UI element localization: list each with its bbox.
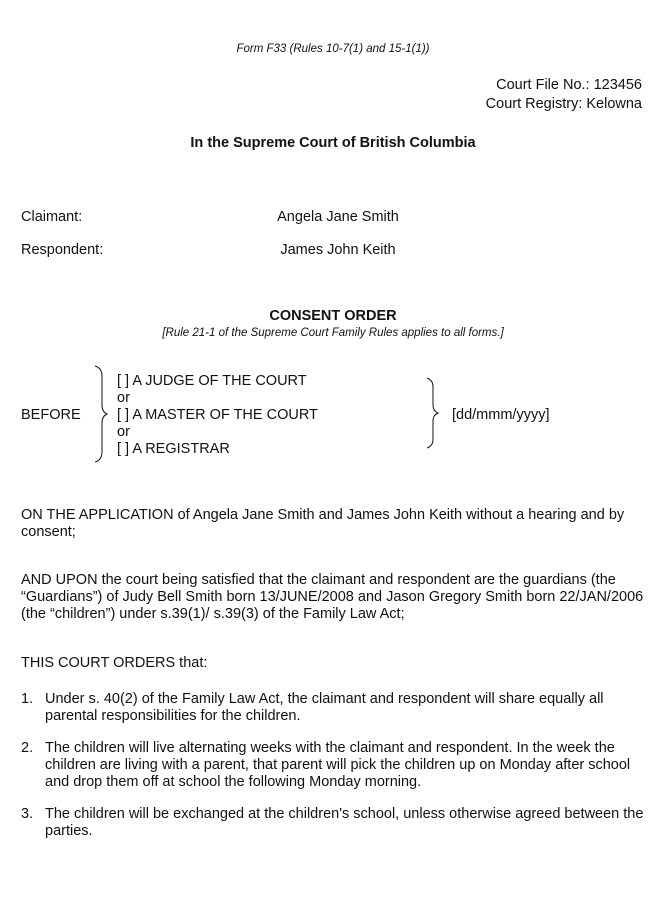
court-registry: Court Registry: Kelowna — [485, 96, 642, 112]
order-item-text: The children will be exchanged at the children's school, unless otherwise agreed between the parties. — [45, 806, 644, 839]
option-master[interactable]: [ ] A MASTER OF THE COURT — [117, 407, 318, 423]
court-file-block — [486, 76, 642, 114]
order-item-number: 2. — [21, 740, 34, 756]
order-date-field[interactable]: [dd/mmm/yyyy] — [452, 407, 550, 423]
court-file-number: Court File No.: 123456 — [496, 77, 642, 93]
order-item-number: 1. — [21, 691, 34, 707]
before-label: BEFORE — [21, 407, 81, 423]
option-registrar[interactable]: [ ] A REGISTRAR — [117, 441, 230, 457]
order-item — [21, 691, 647, 725]
claimant-label: Claimant: — [21, 209, 83, 225]
respondent-label: Respondent: — [21, 242, 104, 258]
order-item-number: 3. — [21, 806, 34, 822]
order-item — [21, 740, 647, 791]
form-reference: Form F33 (Rules 10-7(1) and 15-1(1)) — [236, 43, 430, 55]
orders-intro: THIS COURT ORDERS that: — [21, 655, 208, 671]
order-item-text: Under s. 40(2) of the Family Law Act, the claimant and respondent will share equally all parental responsibilities for the children. — [45, 691, 604, 724]
rule-note: [Rule 21-1 of the Supreme Court Family Rules applies to all forms.] — [162, 327, 504, 339]
or-separator: or — [117, 390, 130, 406]
order-title: CONSENT ORDER — [269, 308, 397, 324]
right-brace-icon — [426, 378, 442, 448]
application-paragraph: ON THE APPLICATION of Angela Jane Smith and James John Keith without a hearing and by consent; — [21, 507, 625, 540]
left-brace-icon — [92, 366, 108, 462]
order-item — [21, 806, 647, 840]
order-item-text: The children will live alternating weeks with the claimant and respondent. In the week the children are living with a parent, that parent will pick the children up on Monday after school and drop them off at school the following Monday morning. — [45, 740, 631, 790]
claimant-name: Angela Jane Smith — [277, 209, 399, 225]
option-judge[interactable]: [ ] A JUDGE OF THE COURT — [117, 373, 307, 389]
court-name-heading: In the Supreme Court of British Columbia — [190, 135, 476, 151]
upon-paragraph: AND UPON the court being satisfied that the claimant and respondent are the guardians (the “Guardians”) of Judy Bell Smith born 13/JUNE/2008 and Jason Gregory Smith born 22/JAN/2006 (the “children”) under s.39(1)/ s.39(3) of the Family Law Act; — [21, 572, 644, 622]
respondent-name: James John Keith — [280, 242, 396, 258]
or-separator: or — [117, 424, 130, 440]
